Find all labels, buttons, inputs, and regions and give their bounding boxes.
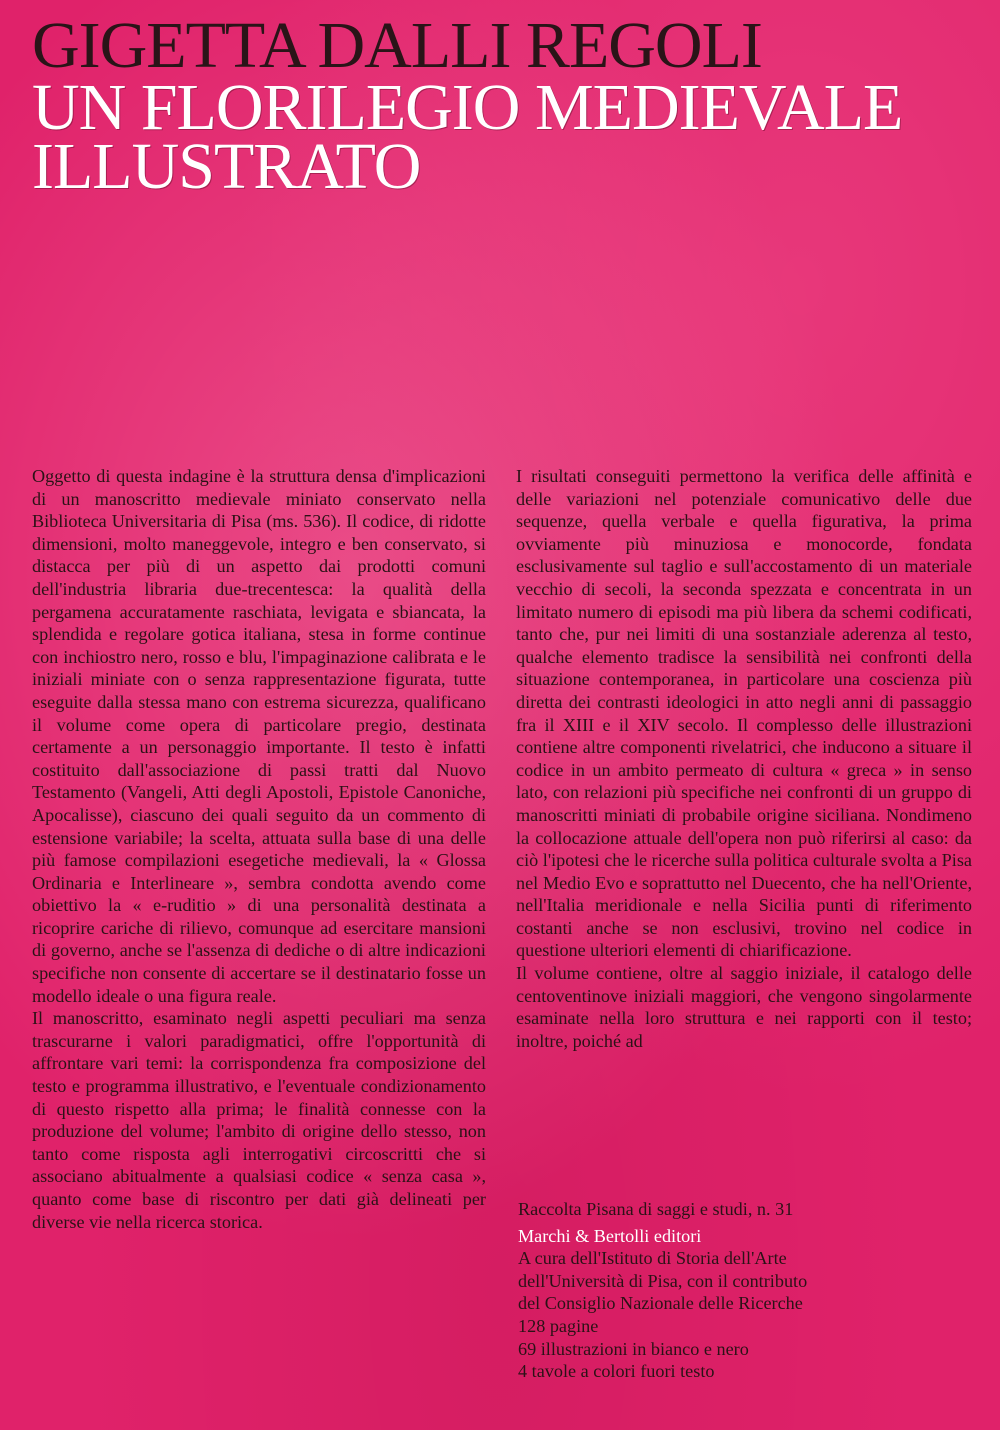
cover-header	[32, 9, 982, 203]
description-paragraph: I risultati conseguiti permettono la verifica delle affinità e delle variazioni nel potenziale comunicativo delle due sequenze, quella verbale e quella figurativa, la prima ovviamente più minuziosa e monocorde, fondata esclusivamente sul taglio e sull'accostamento di un materiale vecchio di secoli, la seconda spezzata e concentrata in un limitato numero di episodi ma più libera da schemi codificati, tanto che, pur nei limiti di una sostanziale aderenza al testo, qualche elemento tradisce la sensibilità nei confronti della situazione contemporanea, in particolare una coscienza più diretta dei contrasti ideologici in atto negli anni di passaggio fra il XIII e il XIV secolo. Il complesso delle illustrazioni contiene altre componenti rivelatrici, che inducono a situare il codice in un ambito permeato di cultura « greca » in senso lato, con relazioni più specifiche nei confronti di un gruppo di manoscritti miniati di probabile origine siciliana. Nondimeno la collocazione attuale dell'opera non può riferirsi al caso: da ciò l'ipotesi che le ricerche sulla politica culturale svolta a Pisa nel Medio Evo e soprattutto nel Duecento, che ha nell'Oriente, nell'Italia meridionale e nella Sicilia punti di riferimento costanti anche se non esclusivi, trovino nel codice in questione ulteriori elementi di chiarificazione.	[516, 466, 972, 961]
curator-line: del Consiglio Nazionale delle Ricerche	[518, 1293, 803, 1314]
description-paragraph: Il volume contiene, oltre al saggio iniziale, il catalogo delle centoventinove iniziali maggiori, che vengono singolarmente esaminate nella loro struttura e nei rapporti con il testo; inoltre, poiché ad	[516, 963, 972, 1051]
series-info: Raccolta Pisana di saggi e studi, n. 31	[518, 1199, 794, 1219]
author-name: GIGETTA DALLI REGOLI	[32, 9, 762, 82]
description-column-left	[32, 465, 486, 1233]
plate-count: 4 tavole a colori fuori testo	[518, 1361, 715, 1382]
curator-line: dell'Università di Pisa, con il contributo	[518, 1270, 808, 1291]
book-title-line-2: ILLUSTRATO	[32, 130, 421, 203]
description-column-right	[516, 465, 972, 1052]
description-paragraph: Il manoscritto, esaminato negli aspetti peculiari ma senza trascurarne i valori paradigmatici, offre l'opportunità di affrontare vari temi: la corrispondenza fra composizione del testo e programma illustrativo, e l'eventuale condizionamento di questo rispetto alla prima; le finalità connesse con la produzione del volume; l'ambito di origine dello stesso, non tanto come risposta agli interrogativi circoscritti che si associano abitualmente a qualsiasi codice « senza casa », quanto come base di riscontro per dati già delineati per diverse vie nella ricerca storica.	[32, 1008, 486, 1232]
description-paragraph: Oggetto di questa indagine è la struttura densa d'implicazioni di un manoscritto medievale miniato conservato nella Biblioteca Universitaria di Pisa (ms. 536). Il codice, di ridotte dimensioni, molto maneggevole, integro e ben conservato, si distacca per più di un aspetto dai prodotti comuni dell'industria libraria due-trecentesca: la qualità della pergamena accuratamente raschiata, levigata e sbiancata, la splendida e regolare gotica italiana, stesa in forme continue con inchiostro nero, rosso e blu, l'impaginazione calibrata e le iniziali miniate con o senza rappresentazione figurata, tutte eseguite dalla stessa mano con estrema sicurezza, qualificano il volume come opera di particolare pregio, destinata certamente a un personaggio importante. Il testo è infatti costituito dall'associazione di passi tratti dal Nuovo Testamento (Vangeli, Atti degli Apostoli, Epistole Canoniche, Apocalisse), ciascuno dei quali seguito da un commento di estensione variabile; la scelta, attuata sulla base di una delle più famose compilazioni esegetiche medievali, la « Glossa Ordinaria e Interlineare », sembra condotta avendo come obiettivo la « e-ruditio » di una personalità destinata a ricoprire cariche di rilievo, comunque ad esercitare mansioni di governo, anche se l'assenza di dediche o di altre indicazioni specifiche non consente di accertare se il destinatario fosse un modello ideale o una figura reale.	[32, 466, 486, 1006]
page-count: 128 pagine	[518, 1315, 599, 1336]
publisher-name: Marchi & Bertolli editori	[518, 1225, 702, 1246]
illustration-count: 69 illustrazioni in bianco e nero	[518, 1338, 749, 1359]
book-title-line-1: UN FLORILEGIO MEDIEVALE	[32, 71, 903, 144]
colophon	[518, 1198, 978, 1383]
curator-line: A cura dell'Istituto di Storia dell'Arte	[518, 1248, 787, 1269]
